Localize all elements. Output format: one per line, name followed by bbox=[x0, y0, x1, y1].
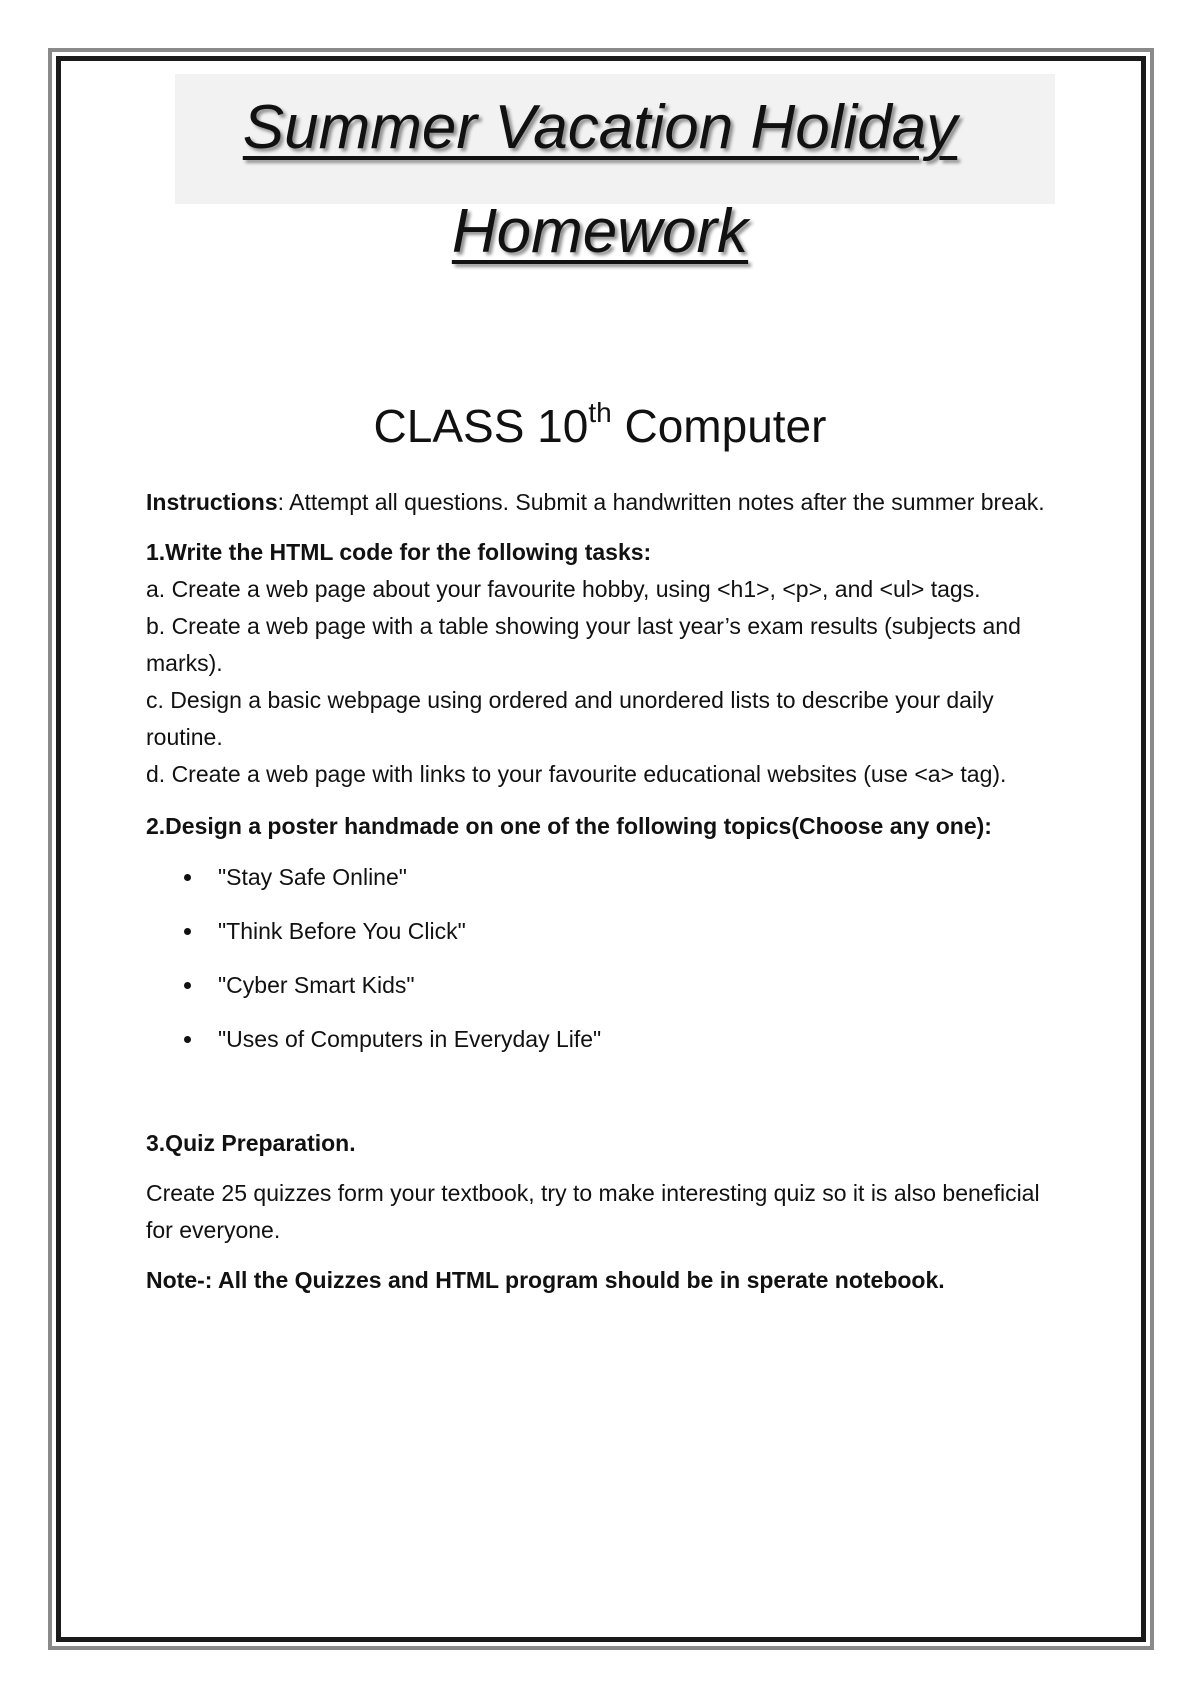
list-item bbox=[146, 913, 1066, 967]
topic-text: "Cyber Smart Kids" bbox=[218, 972, 415, 998]
bullet-icon bbox=[184, 928, 191, 935]
instructions-text: : Attempt all questions. Submit a handwritten notes after the summer break. bbox=[277, 489, 1045, 515]
class-suffix: Computer bbox=[611, 400, 827, 452]
bullet-icon bbox=[184, 982, 191, 989]
instructions bbox=[146, 484, 1066, 521]
page-title bbox=[120, 76, 1080, 284]
question-2-heading: 2.Design a poster handmade on one of the following topics(Choose any one): bbox=[146, 813, 992, 839]
instructions-label: Instructions bbox=[146, 489, 278, 515]
class-prefix: CLASS 10 bbox=[373, 400, 589, 452]
bullet-icon bbox=[184, 1036, 191, 1043]
question-1-heading: 1.Write the HTML code for the following tasks: bbox=[146, 539, 652, 565]
bullet-icon bbox=[184, 874, 191, 881]
homework-content bbox=[146, 484, 1066, 1299]
question-1-task-d: d. Create a web page with links to your favourite educational websites (use <a> tag). bbox=[146, 761, 1007, 787]
class-superscript: th bbox=[588, 397, 612, 428]
list-item bbox=[146, 1021, 1066, 1075]
list-item bbox=[146, 859, 1066, 913]
note: Note-: All the Quizzes and HTML program should be in sperate notebook. bbox=[146, 1267, 945, 1293]
topic-text: "Stay Safe Online" bbox=[218, 864, 407, 890]
question-1-task-a: a. Create a web page about your favourite hobby, using <h1>, <p>, and <ul> tags. bbox=[146, 576, 981, 602]
question-1-task-c: c. Design a basic webpage using ordered and unordered lists to describe your daily routine. bbox=[146, 687, 994, 750]
list-item bbox=[146, 967, 1066, 1021]
question-1-task-b: b. Create a web page with a table showing your last year’s exam results (subjects and marks). bbox=[146, 613, 1021, 676]
question-3-heading: 3.Quiz Preparation. bbox=[146, 1130, 356, 1156]
class-heading bbox=[120, 398, 1080, 454]
title-line-1: Summer Vacation Holiday bbox=[242, 93, 958, 162]
topic-text: "Uses of Computers in Everyday Life" bbox=[218, 1026, 602, 1052]
question-3-text: Create 25 quizzes form your textbook, try to make interesting quiz so it is also beneficial for everyone. bbox=[146, 1180, 1040, 1243]
poster-topic-list bbox=[146, 859, 1066, 1075]
topic-text: "Think Before You Click" bbox=[218, 918, 466, 944]
title-line-2: Homework bbox=[451, 197, 749, 266]
